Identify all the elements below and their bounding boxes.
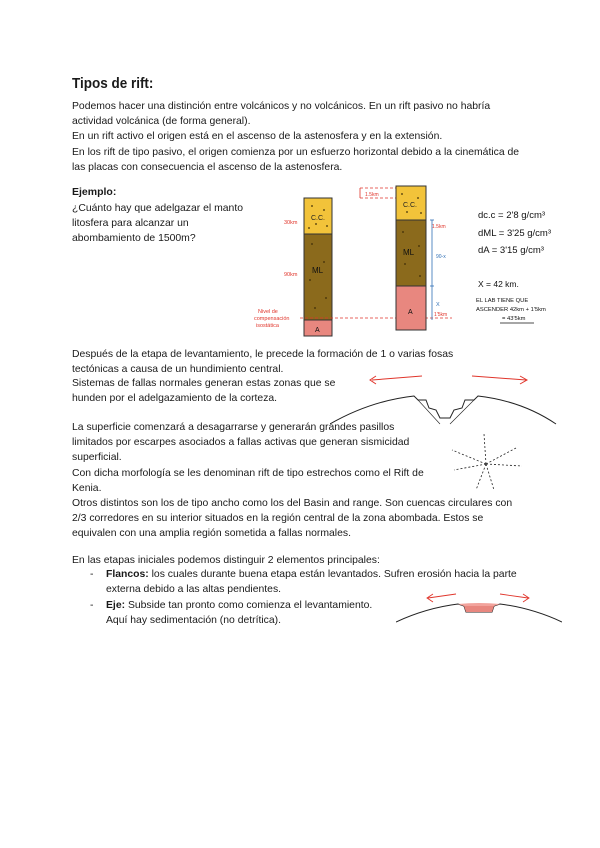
rift-axis-sediment-sketch [396,588,562,628]
example-question: ¿Cuánto hay que adelgazar el manto litosfera para alcanzar un abombamiento de 1500m? [72,203,243,245]
surface-text [72,420,432,496]
left-ml-label: ML [312,266,324,275]
fault-corridors-sketch [446,430,526,492]
elements-intro: En las etapas iniciales podemos distinguir 2 elementos principales: [72,555,380,566]
label-1-5km-bottom: 1'5km [434,312,448,318]
label-x: X [436,302,440,308]
surface-line: La superficie comenzará a desagarrarse y generarán grandes pasillos limitados por escarpes asociados a fallas activas que generan sismicidad superficial. [72,422,410,464]
left-a-label: A [315,327,320,334]
term-eje: Eje: [106,600,126,611]
right-cc-label: C.C. [403,202,417,209]
surface-line: Con dicha morfología se les denominan rift de tipo estrechos como el Rift de Kenia. [72,467,424,494]
right-asthenosphere-block [396,286,426,330]
wide-rift-text: Otros distintos son los de tipo ancho como los del Basin and range. Son cuencas circulares con 2/3 corredores en su interior situados en la región central de la zona abombada. Estos se equivalen con una amplia región sometida a fallas normales. [72,498,513,540]
label-90-x: 90-x [436,254,446,260]
stage-text-2: Sistemas de fallas normales generan estas zonas que se hunden por el adelgazamiento de la corteza. [72,378,336,405]
eje-description: Subside tan pronto como comienza el levantamiento. Aquí hay sedimentación (no detrítica). [106,600,373,627]
left-mantle-block [304,234,332,320]
label-1-5km-top: 1.5km [365,192,379,198]
list-item-text [106,598,390,628]
label-30km: 30km [284,220,298,226]
label-90km: 90km [284,272,298,278]
term-flancos: Flancos: [106,569,149,580]
page-title: Tipos de rift: [72,76,154,92]
nivel-label: Nivel de compensación isostática [254,309,290,329]
density-a: dA = 3'15 g/cm³ [478,245,544,256]
right-a-label: A [408,309,413,316]
result-x: X = 42 km. [478,279,519,289]
lithosphere-columns-diagram [252,180,582,340]
intro-line: Podemos hacer una distinción entre volcánicos y no volcánicos. En un rift pasivo no habría actividad volcánica (de forma general). [72,101,491,128]
list-item [90,598,390,628]
bullet-dash: - [90,569,94,580]
example-heading: Ejemplo: [72,186,117,198]
stage-text-1: Después de la etapa de levantamiento, le precede la formación de 1 o varias fosas tectónicas a causa de un hundimiento central. [72,349,454,376]
label-1-5km-side: 1.5km [432,224,446,230]
density-cc: dc.c = 2'8 g/cm³ [478,210,546,221]
flancos-description: los cuales durante buena etapa están levantados. Sufren erosión hacia la parte externa debido a las altas pendientes. [106,569,517,596]
intro-text [72,99,522,175]
result-note: EL LAB TIENE QUE ASCENDER 42km + 1'5km = 43'5km [476,298,546,322]
left-cc-label: C.C. [311,215,325,222]
intro-line: En los rift de tipo pasivo, el origen comienza por un esfuerzo horizontal debido a la cinemática de las placas con consecuencia el ascenso de la astenosfera. [72,146,520,173]
intro-line: En un rift activo el origen está en el ascenso de la astenosfera y en la extensión. [72,131,443,143]
bullet-dash: - [90,600,94,611]
right-ml-label: ML [403,248,415,257]
density-ml: dML = 3'25 g/cm³ [478,228,552,239]
